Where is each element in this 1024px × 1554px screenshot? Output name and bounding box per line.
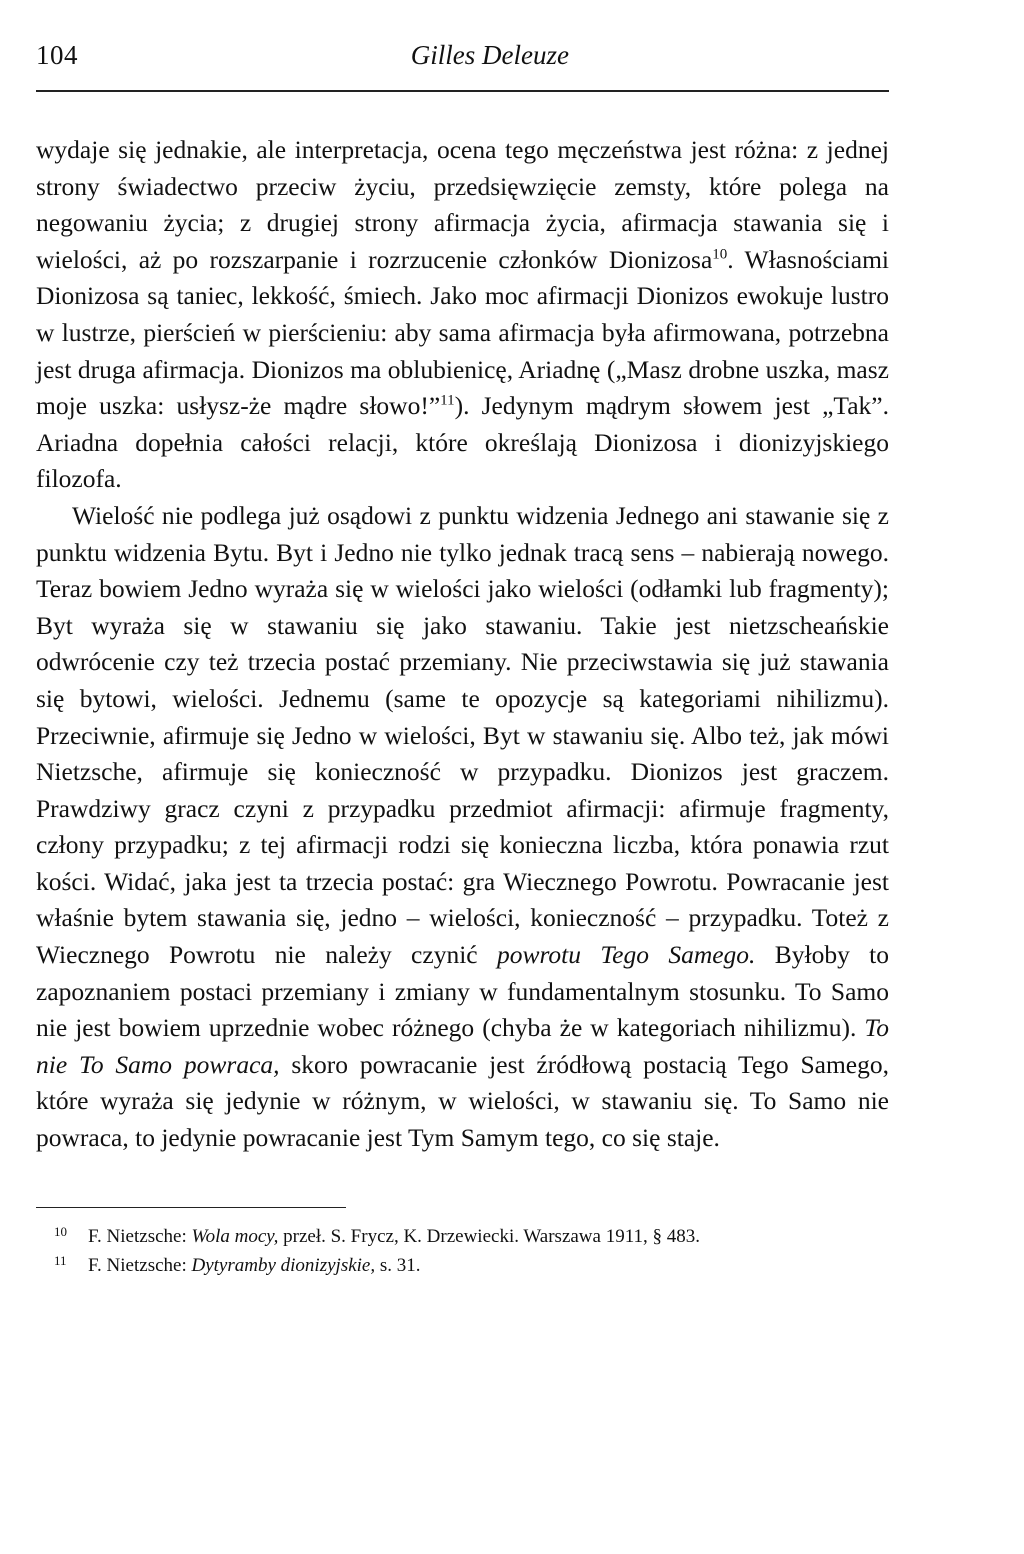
footnote-11: [54, 1251, 889, 1280]
paragraph-2: [36, 498, 889, 1157]
footnote-mark: 10: [54, 1223, 67, 1239]
page-header: [36, 40, 889, 82]
footnote-mark: 11: [54, 1252, 67, 1268]
running-head: Gilles Deleuze: [410, 40, 569, 70]
text-run: Byłoby to zapoznaniem postaci przemiany i zmiany w fundamentalnym stosunku. To Samo nie jest bowiem uprzednie wobec różnego (chyba że w kategoriach nihilizmu).: [36, 940, 889, 1043]
text-run: skoro powracanie jest źródłową postacią Tego Samego, które wyraża się jedynie w różnym, w wielości, w stawaniu się. To Samo nie powraca, to jedynie powracanie jest Tym Samym tego, co się staje.: [36, 1049, 889, 1153]
italic-text: powrotu Tego Samego.: [496, 940, 756, 970]
body-text: [36, 132, 889, 1157]
text-run: s. 31.: [375, 1254, 421, 1276]
text-run: Wielość nie podlega już osądowi z punktu widzenia Jednego ani stawanie się z punktu widzenia Bytu. Byt i Jedno nie tylko jednak tracą sens – nabierają nowego. Teraz bowiem Jedno wyraża się w wielości jako wielości (odłamki lub fragmenty); Byt wyraża się w stawaniu się jako stawaniu. Takie jest nietzscheańskie odwrócenie czy też trzecia postać przemiany. Nie przeciwstawia się już stawania się bytowi, wielości. Jednemu (same te opozycje są kategoriami nihilizmu). Przeciwnie, afirmuje się Jedno w wielości, Byt w stawaniu się. Albo też, jak mówi Nietzsche, afirmuje się konieczność w przypadku. Dionizos jest graczem. Prawdziwy gracz czyni z przypadku przedmiot afirmacji: afirmuje fragmenty, człony przypadku; z tej afirmacji rodzi się konieczna liczba, która ponawia rzut kości. Widać, jaka jest ta trzecia postać: gra Wiecznego Powrotu. Powracanie jest właśnie bytem stawania się, jedno – wielości, konieczność – przypadku. Toteż z Wiecznego Powrotu nie należy czynić: [36, 500, 889, 970]
paragraph-1: [36, 132, 889, 498]
footnotes: [36, 1222, 889, 1280]
text-run: F. Nietzsche:: [88, 1225, 192, 1247]
text-run: przeł. S. Frycz, K. Drzewiecki. Warszawa 1911, § 483.: [278, 1225, 701, 1247]
book-page: [36, 40, 889, 1280]
footnote-10: [54, 1222, 889, 1251]
footnote-text: [88, 1251, 421, 1280]
footnote-reference: 10: [712, 246, 728, 263]
text-run: wydaje się jednakie, ale interpretacja, ocena tego męczeństwa jest różna: z jednej strony świadectwo przeciw życiu, przedsięwzięcie zemsty, które polega na negowaniu życia; z drugiej strony afirmacja życia, afirmacja stawania się i wielości, aż po rozszarpanie i rozrzucenie członków Dionizosa: [36, 135, 889, 274]
italic-text: Dytyramby dionizyjskie,: [191, 1254, 376, 1276]
header-rule: [36, 90, 889, 92]
italic-text: To nie To Samo powraca,: [36, 1013, 889, 1079]
text-run: . Własnościami Dionizosa są taniec, lekkość, śmiech. Jako moc afirmacji Dionizos ewokuje lustro w lustrze, pierścień w pierścieniu: aby sama afirmacja była afirmowana, potrzebna jest druga afirmacja. Dionizos ma oblubienicę, Ariadnę („Masz drobne uszka, masz moje uszka: usłysz-że mądre słowo!”: [36, 244, 889, 421]
footnote-text: [88, 1222, 700, 1251]
text-run: F. Nietzsche:: [88, 1254, 192, 1276]
footnote-rule: [36, 1207, 346, 1208]
text-run: ). Jedynym mądrym słowem jest „Tak”. Ariadna dopełnia całości relacji, które określają Dionizosa i dionizyjskiego filozofa.: [36, 391, 889, 494]
footnote-reference: 11: [440, 392, 455, 409]
italic-text: Wola mocy,: [191, 1225, 279, 1247]
page-number: 104: [36, 40, 78, 70]
